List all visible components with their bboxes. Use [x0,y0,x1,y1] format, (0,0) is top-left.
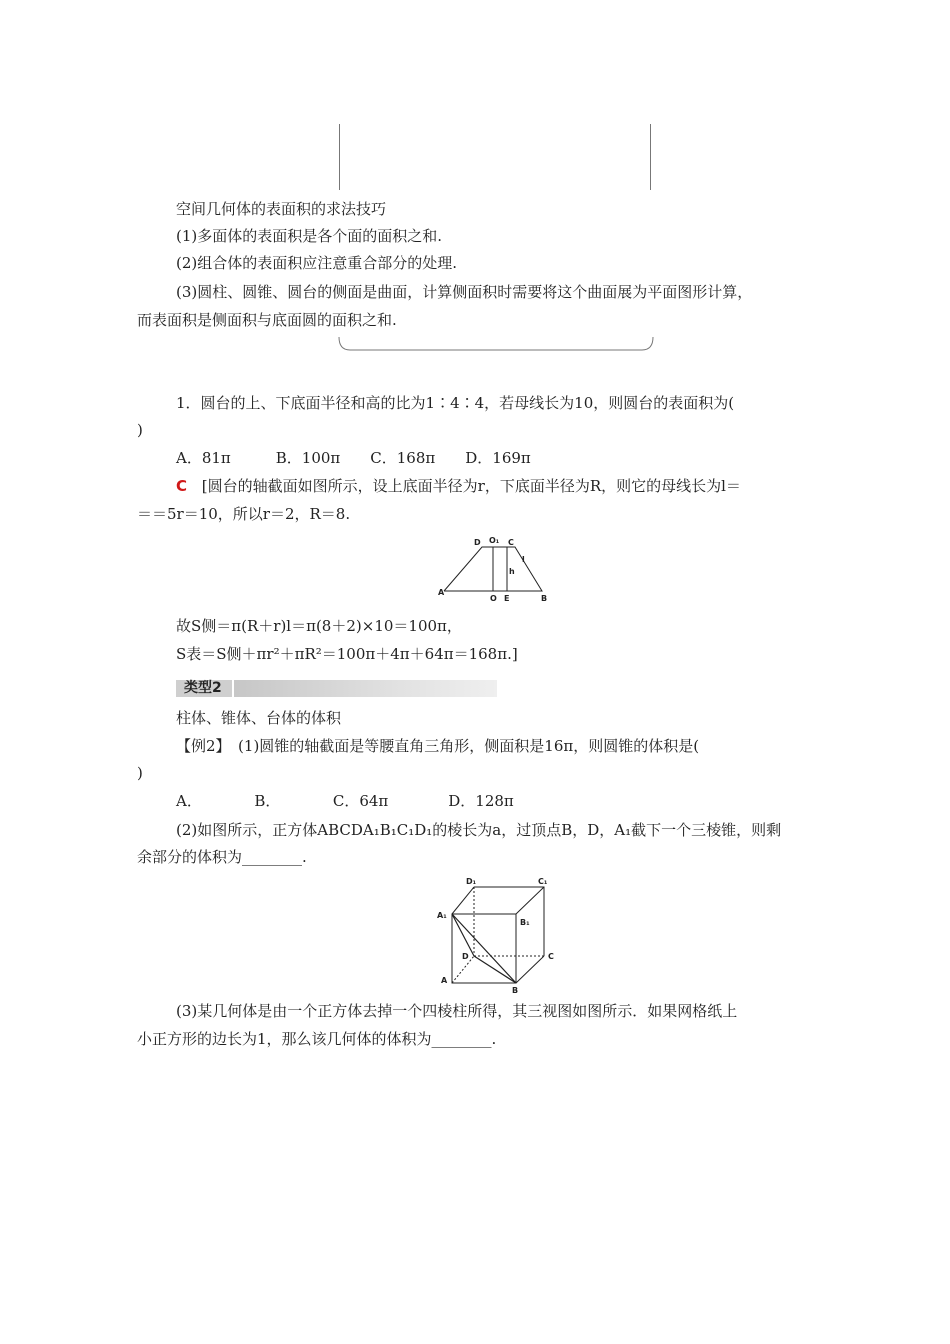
ex2-part3b: 小正方形的边长为1，那么该几何体的体积为________. [137,1030,497,1048]
box-item-3b: 而表面积是侧面积与底面圆的面积之和. [137,311,397,329]
edge-A1-D1 [452,887,474,914]
ex2-part2a: (2)如图所示，正方体ABCDA₁B₁C₁D₁的棱长为a，过顶点B，D，A₁截下一个三棱锥，则剩 [176,821,782,839]
q1-solution-line-2: ＝＝5r＝10，所以r＝2，R＝8. [137,505,351,523]
label-O1: O₁ [489,536,500,545]
box-item-3a: (3)圆柱、圆锥、圆台的侧面是曲面，计算侧面积时需要将这个曲面展为平面图形计算， [176,283,753,301]
label-E: E [504,594,510,603]
label-D: D [474,538,481,547]
q1-solution-line-3: 故S侧＝π(R＋r)l＝π(8＋2)×10＝100π， [176,617,462,635]
label-B: B [512,986,519,995]
q1-solution-line-1 [176,475,741,497]
box-left-rule [339,124,340,190]
box-bottom-bracket [336,335,656,355]
label-O: O [490,594,497,603]
q1-solution-text-1: [圆台的轴截面如图所示，设上底面半径为r，下底面半径为R，则它的母线长为l＝ [201,477,741,495]
q1-paren: ) [137,421,143,439]
label-C: C [508,538,514,547]
q1-answer: C [176,477,188,495]
section-label-tag: 类型2 [176,680,234,697]
q1-stem: 1．圆台的上、下底面半径和高的比为1∶4∶4，若母线长为10，则圆台的表面积为( [176,394,735,412]
label-A1: A₁ [437,911,447,920]
label-A: A [438,588,445,597]
frustum-axial-section-figure [436,535,566,605]
edge-A1-B [452,914,516,983]
label-C1: C₁ [538,877,548,886]
q1-options: A．81π B．100π C．168π D．169π [176,449,531,467]
label-B1: B₁ [520,918,530,927]
label-D1: D₁ [466,877,477,886]
edge-B-C [516,956,544,983]
label-A: A [441,976,448,985]
label-D: D [462,952,469,961]
label-l: l [522,555,525,564]
cube-figure [432,875,562,995]
box-right-rule [650,124,651,190]
section-title: 柱体、锥体、台体的体积 [176,709,342,727]
label-h: h [509,567,515,576]
edge-B1-C1 [516,887,544,914]
label-C: C [548,952,554,961]
box-title: 空间几何体的表面积的求法技巧 [176,200,387,218]
ex2-part3a: (3)某几何体是由一个正方体去掉一个四棱柱所得，其三视图如图所示．如果网格纸上 [176,1002,738,1020]
ex2-part2b: 余部分的体积为________. [137,848,307,866]
ex2-paren: ) [137,764,143,782]
label-B: B [541,594,548,603]
ex2-part1: 【例2】 (1)圆锥的轴截面是等腰直角三角形，侧面积是16π，则圆锥的体积是( [176,737,700,755]
box-item-2: (2)组合体的表面积应注意重合部分的处理. [176,254,458,272]
q1-solution-line-4: S表＝S侧＋πr²＋πR²＝100π＋4π＋64π＝168π.] [176,645,518,663]
ex2-options: A． B． C．64π D．128π [176,792,514,810]
box-item-1: (1)多面体的表面积是各个面的面积之和. [176,227,443,245]
